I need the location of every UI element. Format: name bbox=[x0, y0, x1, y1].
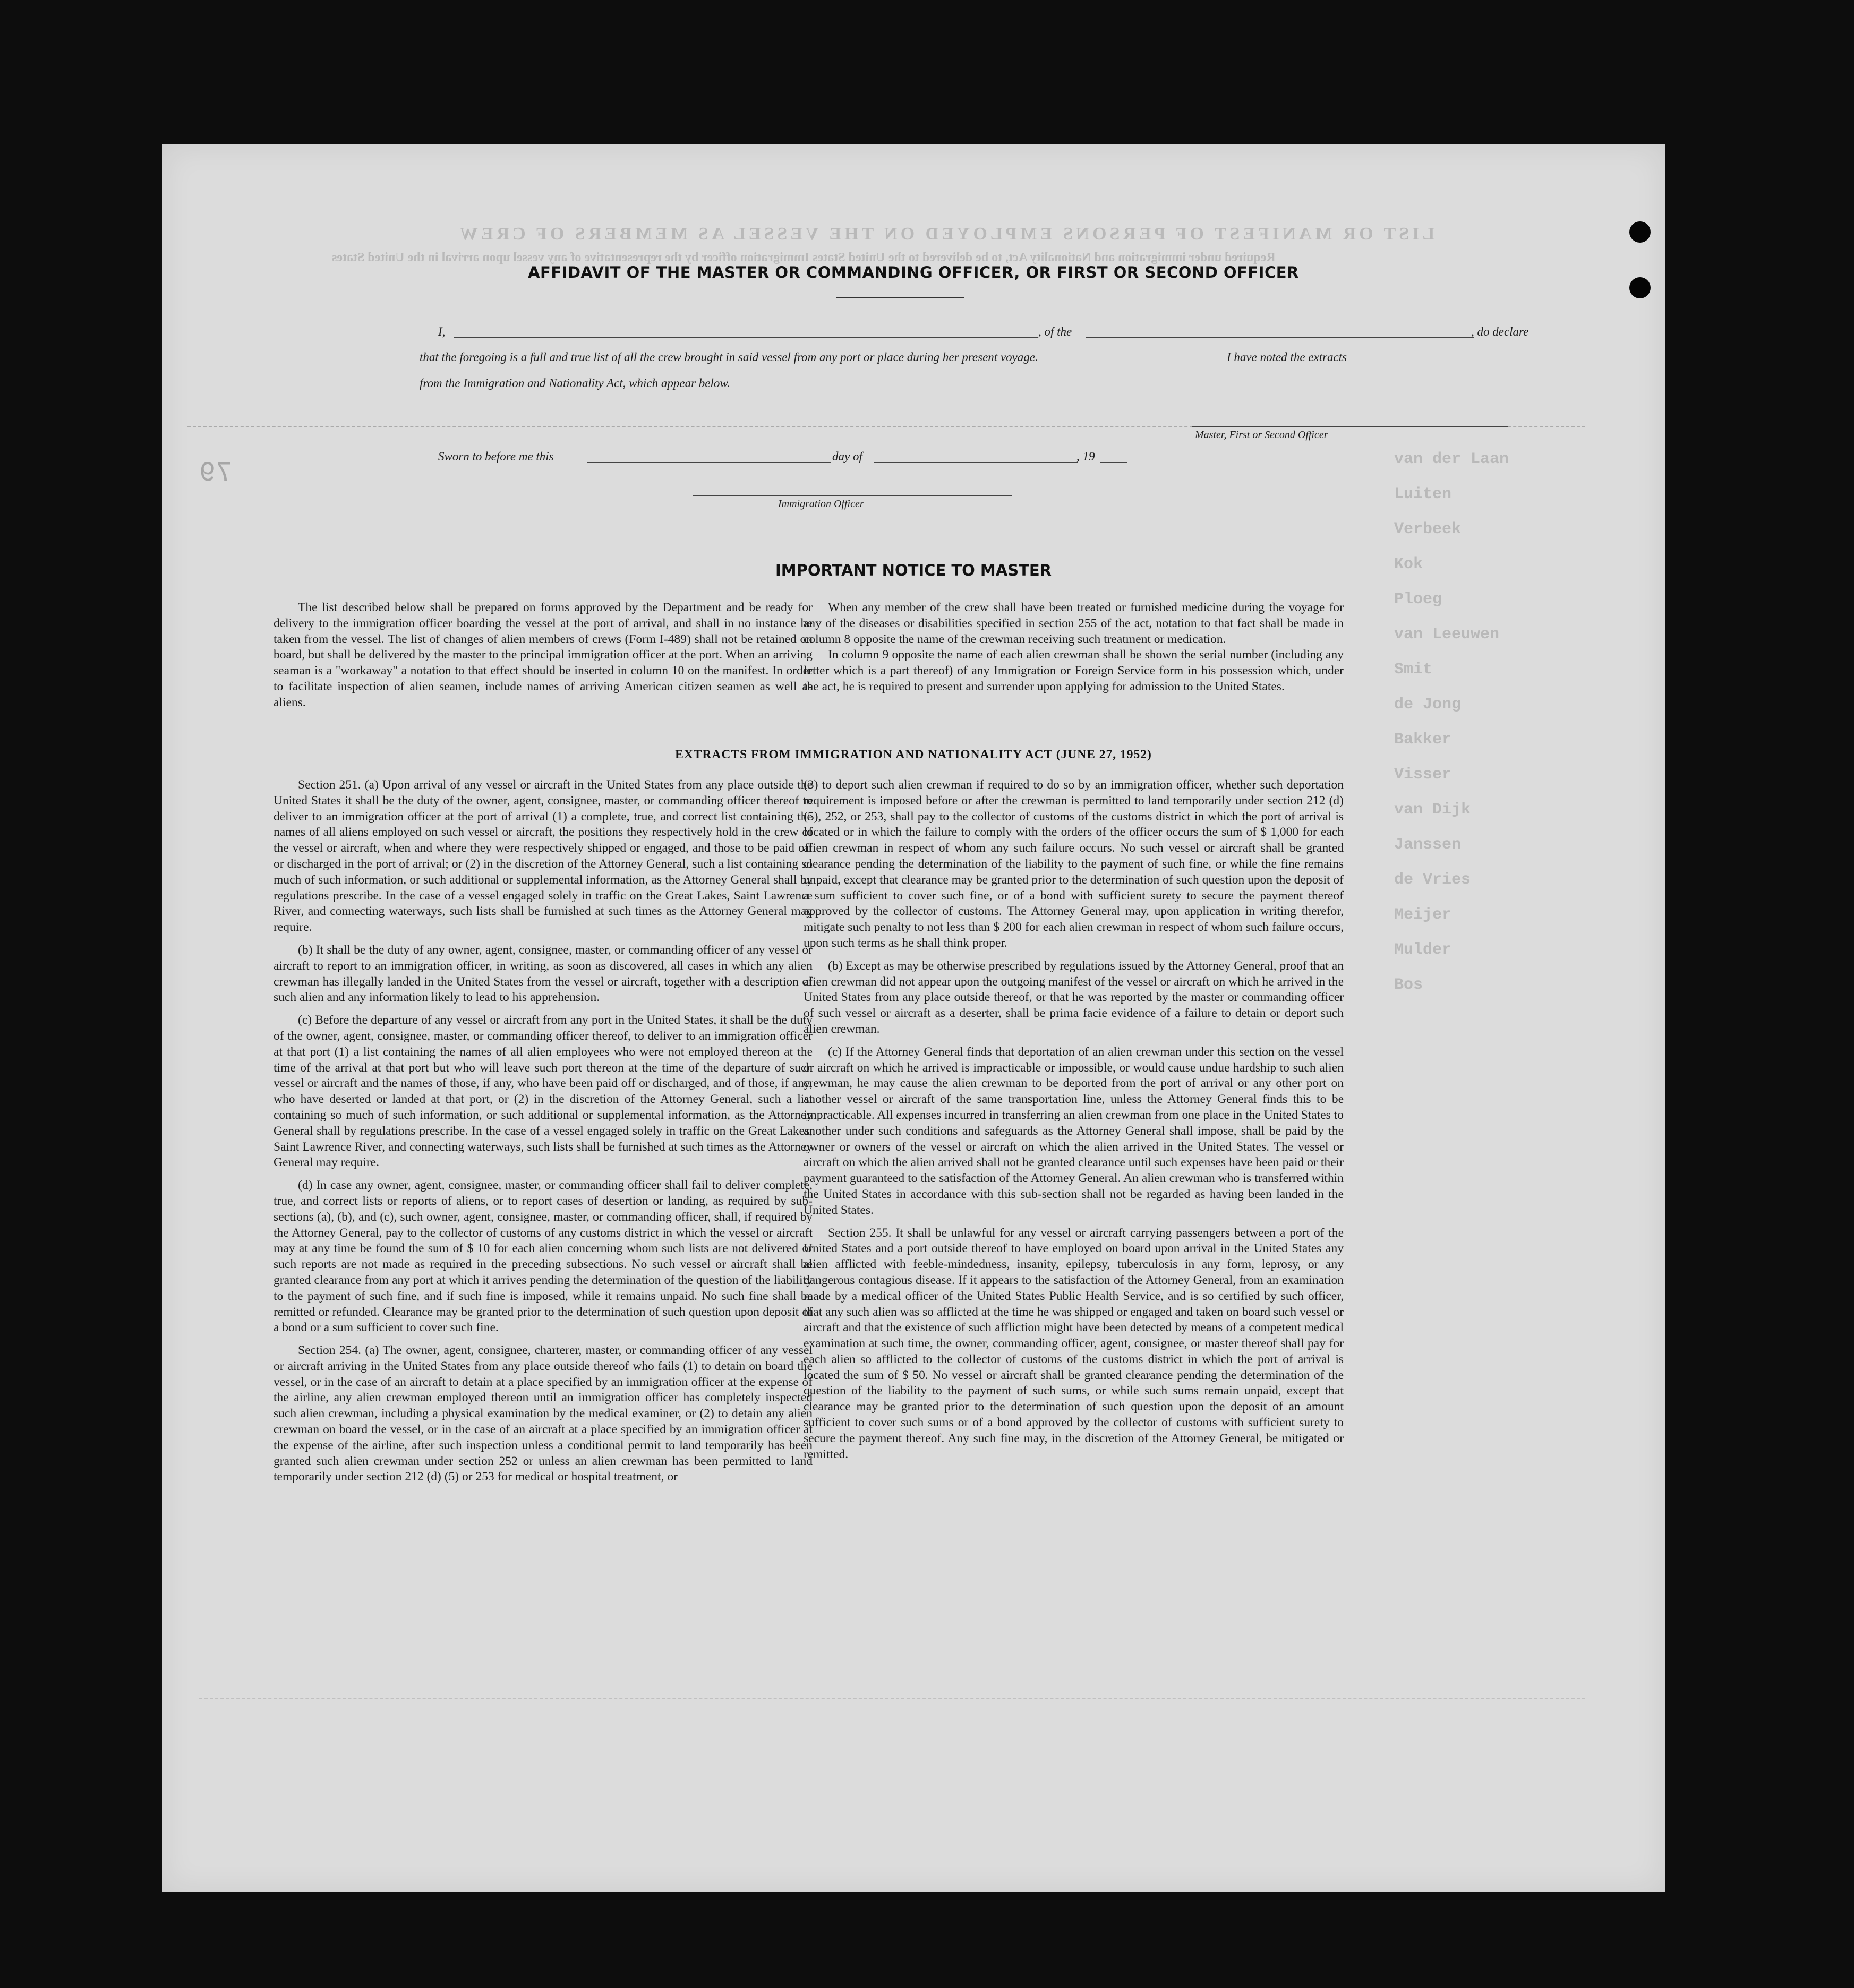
extracts-left-column bbox=[274, 777, 813, 1492]
sworn-month-blank[interactable] bbox=[874, 462, 1078, 463]
bleed-through-title: LIST OR MANIFEST OF PERSONS EMPLOYED ON THE VESSEL AS MEMBERS OF CREW bbox=[457, 224, 1435, 244]
day-of-label: day of bbox=[832, 450, 862, 463]
title-rule bbox=[836, 297, 964, 298]
bleed-through-name: van Leeuwen bbox=[1394, 625, 1500, 644]
affidavit-statement-right: I have noted the extracts bbox=[1227, 350, 1347, 364]
sworn-day-blank[interactable] bbox=[587, 462, 831, 463]
bleed-through-name: de Jong bbox=[1394, 696, 1462, 714]
master-signature-line[interactable] bbox=[1192, 426, 1508, 427]
master-name-blank[interactable] bbox=[454, 337, 1038, 338]
bleed-through-name: Bakker bbox=[1394, 731, 1452, 749]
notice-title: IMPORTANT NOTICE TO MASTER bbox=[775, 561, 1052, 579]
bleed-through-name: Bos bbox=[1394, 976, 1423, 994]
officer-signature-caption: Immigration Officer bbox=[778, 498, 864, 510]
act-paragraph: Section 255. It shall be unlawful for any vessel or aircraft carrying passengers between a port of the United States and a port outside thereof to have employed on board upon arrival in the United States any alien afflicted with feeble-mindedness, insanity, epilepsy, tuberculosis in any form, leprosy, or any dangerous contagious disease. If it appears to the satisfaction of the Attorney General, from an examination made by a medical officer of the United States Public Health Service, and is so certified by such officer, that any such alien was so afflicted at the time he was shipped or engaged and taken on board such vessel or aircraft and that the existence of such affliction might have been detected by means of a competent medical examination at such time, the owner, commanding officer, agent, consignee, or master thereof shall pay for each alien so afflicted to the collector of customs of the customs district in which the port of arrival is located the sum of $ 50. No vessel or aircraft shall be granted clearance pending the determination of the question of the liability to the payment of such sums, or while such sums remain unpaid, except that clearance may be granted prior to the determination of such question upon the deposit of an amount sufficient to cover such sums or of a bond approved by the collector of customs with sufficient surety to secure the payment thereof. Any such fine may, in the discretion of the Attorney General, be mitigated or remitted. bbox=[804, 1226, 1344, 1461]
bleed-through-name: Luiten bbox=[1394, 485, 1452, 503]
officer-signature-line[interactable] bbox=[693, 495, 1012, 496]
notice-right-column bbox=[804, 600, 1344, 702]
bleed-through-name-column bbox=[1394, 442, 1509, 1002]
bleed-through-name: Verbeek bbox=[1394, 520, 1462, 538]
bleed-through-name: Kok bbox=[1394, 555, 1423, 573]
vessel-name-blank[interactable] bbox=[1086, 337, 1474, 338]
affidavit-of-the-label: , of the bbox=[1038, 325, 1072, 338]
bleed-through-name: Janssen bbox=[1394, 836, 1462, 854]
affidavit-extracts-note: from the Immigration and Nationality Act, which appear below. bbox=[420, 376, 730, 390]
bleed-through-name: Ploeg bbox=[1394, 590, 1442, 609]
act-paragraph: (b) It shall be the duty of any owner, agent, consignee, master, or commanding officer of any vessel or aircraft to report to an immigration officer, in writing, as soon as discovered, all cases in which any alien crewman has illegally landed in the United States from the vessel or aircraft, together with a description of such alien and any information likely to lead to his apprehension. bbox=[274, 942, 813, 1005]
act-paragraph: (c) Before the departure of any vessel or aircraft from any port in the United States, it shall be the duty of the owner, agent, consignee, master, or commanding officer thereof, to deliver to an immigration officer at that port (1) a list containing the names of all alien employees who were not employed thereon at the time of the arrival at that port but who will leave such port thereon at the time of the departure of such vessel or aircraft and the names of those, if any, who have been paid off or discharged, and of those, if any, who have deserted or landed at that port, or (2) in the discretion of the Attorney General, such a list containing so much of such information, or such additional or supplemental information, as the Attorney General shall by regulations prescribe. In the case of a vessel engaged solely in traffic on the Great Lakes, Saint Lawrence River, and connecting waterways, such lists shall be furnished at such times as the Attorney General may require. bbox=[274, 1013, 813, 1170]
bleed-through-name: van Dijk bbox=[1394, 801, 1471, 819]
punch-hole bbox=[1629, 221, 1651, 243]
act-paragraph: (d) In case any owner, agent, consignee, master, or commanding officer shall fail to deliver complete, true, and correct lists or reports of aliens, or to report cases of desertion or landing, as required by sub-sections (a), (b), and (c), such owner, agent, consignee, master, or commanding officer, shall, if required by the Attorney General, pay to the collector of customs of any customs district in which the vessel or aircraft may at any time be found the sum of $ 10 for each alien concerning whom such lists are not delivered or such reports are not made as required in the preceding subsections. No such vessel or aircraft shall be granted clearance from any port at which it arrives pending the determination of the question of the liability to the payment of such fine, and if such fine is imposed, while it remains unpaid. No such fine shall be remitted or refunded. Clearance may be granted prior to the determination of such question upon deposit of a bond or a sum sufficient to cover such fine. bbox=[274, 1178, 813, 1335]
act-paragraph: (3) to deport such alien crewman if required to do so by an immigration officer, whether such deportation requirement is imposed before or after the crewman is permitted to land temporarily under section 212 (d) (5), 252, or 253, shall pay to the collector of customs of the customs district in which the port of arrival is located or in which the failure to comply with the orders of the officer occurs the sum of $ 1,000 for each alien crewman in respect of whom any such failure occurs. No such vessel or aircraft shall be granted clearance pending the determination of the liability to the payment of such fine, or while the fine remains unpaid, except that clearance may be granted prior to the determination of such question upon the deposit of a sum sufficient to cover such fine, or of a bond with sufficient surety to secure the payment thereof approved by the collector of customs. The Attorney General may, upon application in writing therefor, mitigate such penalty to not less than $ 200 for each alien crewman in respect of whom such failure occurs, upon such terms as he shall think proper. bbox=[804, 778, 1344, 950]
notice-paragraph: In column 9 opposite the name of each alien crewman shall be shown the serial number (including any letter which is a part thereof) of any Immigration or Foreign Service form in his possession which, under the act, he is required to present and surrender upon applying for admission to the United States. bbox=[804, 648, 1344, 693]
act-paragraph: (c) If the Attorney General finds that deportation of an alien crewman under this section on the vessel or aircraft on which he arrived is impracticable or impossible, or would cause undue hardship to such alien crewman, he may cause the alien crewman to be deported from the port of arrival or any other port on another vessel or aircraft of the same transportation line, unless the Attorney General finds this to be impracticable. All expenses incurred in transferring an alien crewman from one place in the United States to another under such conditions and safeguards as the Attorney General shall impose, shall be paid by the owner or owners of the vessel or aircraft on which the alien arrived in the United States. The vessel or aircraft on which the alien arrived shall not be granted clearance until such expenses have been paid or their payment guaranteed to the satisfaction of the Attorney General. An alien crewman who is transferred within the United States in accordance with this sub-section shall not be regarded as having been landed in the United States. bbox=[804, 1044, 1344, 1217]
extracts-right-column bbox=[804, 777, 1344, 1469]
sworn-year-blank[interactable] bbox=[1100, 462, 1127, 463]
notice-left-column bbox=[274, 600, 813, 718]
bleed-through-name: de Vries bbox=[1394, 871, 1471, 889]
act-paragraph: (b) Except as may be otherwise prescribed by regulations issued by the Attorney General, proof that an alien crewman did not appear upon the outgoing manifest of the vessel or aircraft on which he arrived in the United States from any place outside thereof, or that he was reported by the master or commanding officer of such vessel or aircraft as a deserter, shall be prima facie evidence of a failure to detain or deport such alien crewman. bbox=[804, 958, 1344, 1036]
act-paragraph: Section 251. (a) Upon arrival of any vessel or aircraft in the United States from any place outside the United States it shall be the duty of the owner, agent, consignee, master, or commanding officer thereof to deliver to an immigration officer at the port of arrival (1) a complete, true, and correct list containing the names of all aliens employed on such vessel or aircraft, the positions they respectively hold in the crew of the vessel or aircraft, when and where they were respectively shipped or engaged, and those to be paid off or discharged in the port of arrival; or (2) in the discretion of the Attorney General, such a list containing so much of such information, or such additional or supplemental information, as the Attorney General shall by regulations prescribe. In the case of a vessel engaged solely in traffic on the Great Lakes, Saint Lawrence River, and connecting waterways, such lists shall be furnished at such times as the Attorney General may require. bbox=[274, 778, 813, 935]
sworn-label: Sworn to before me this bbox=[438, 450, 554, 463]
bleed-through-name: Meijer bbox=[1394, 906, 1452, 924]
affidavit-title: AFFIDAVIT OF THE MASTER OR COMMANDING OFFICER, OR FIRST OR SECOND OFFICER bbox=[528, 263, 1299, 281]
year-label: , 19 bbox=[1076, 450, 1095, 463]
notice-paragraph: The list described below shall be prepared on forms approved by the Department and be ready for delivery to the immigration officer boarding the vessel at the port of arrival, and shall in no instance be taken from the vessel. The list of changes of alien members of crews (Form I-489) shall not be retained on board, but shall be delivered by the master to the principal immigration officer at the port. When an arriving seaman is a "workaway" a notation to that effect should be inserted in column 10 on the manifest. In order to facilitate inspection of alien seamen, include names of arriving American citizen seamen as well as aliens. bbox=[274, 601, 813, 709]
affidavit-declare-label: , do declare bbox=[1471, 325, 1529, 338]
extracts-title: EXTRACTS FROM IMMIGRATION AND NATIONALITY ACT (JUNE 27, 1952) bbox=[675, 748, 1152, 761]
bleed-through-subtitle: Required under immigration and Nationality Act, to be delivered to the United States Immigration officer by the representative of any vessel upon arrival in the United States bbox=[332, 251, 1276, 264]
affidavit-statement: that the foregoing is a full and true list of all the crew brought in said vessel from any port or place during her present voyage. bbox=[420, 350, 1038, 364]
document-page bbox=[162, 144, 1665, 1892]
act-paragraph: Section 254. (a) The owner, agent, consignee, charterer, master, or commanding officer of any vessel or aircraft arriving in the United States from any place outside thereof who fails (1) to detain on board the vessel, or in the case of an aircraft to detain at a place specified by an immigration officer at the expense of the airline, any alien crewman employed thereon until an immigration officer has completely inspected such alien crewman, including a physical examination by the medical examiner, or (2) to detain any alien crewman on board the vessel, or in the case of an aircraft at a place specified by an immigration officer at the expense of the airline, after such inspection unless a conditional permit to land temporarily has been granted such alien crewman under section 252 or unless an alien crewman has been permitted to land temporarily under section 212 (d) (5) or 253 for medical or hospital treatment, or bbox=[274, 1343, 813, 1484]
bleed-through-name: Visser bbox=[1394, 766, 1452, 784]
affidavit-i-label: I, bbox=[438, 325, 446, 338]
master-signature-caption: Master, First or Second Officer bbox=[1195, 429, 1328, 441]
bleed-through-name: Mulder bbox=[1394, 941, 1452, 959]
bleed-through-name: van der Laan bbox=[1394, 450, 1509, 468]
bleed-through-page-number: 79 bbox=[199, 458, 233, 489]
notice-paragraph: When any member of the crew shall have been treated or furnished medicine during the voyage for any of the diseases or disabilities specified in section 255 of the act, notation to that fact shall be made in column 8 opposite the name of the crewman receiving such treatment or medication. bbox=[804, 601, 1344, 646]
ghost-table-rule bbox=[199, 1698, 1585, 1699]
bleed-through-name: Smit bbox=[1394, 661, 1433, 679]
